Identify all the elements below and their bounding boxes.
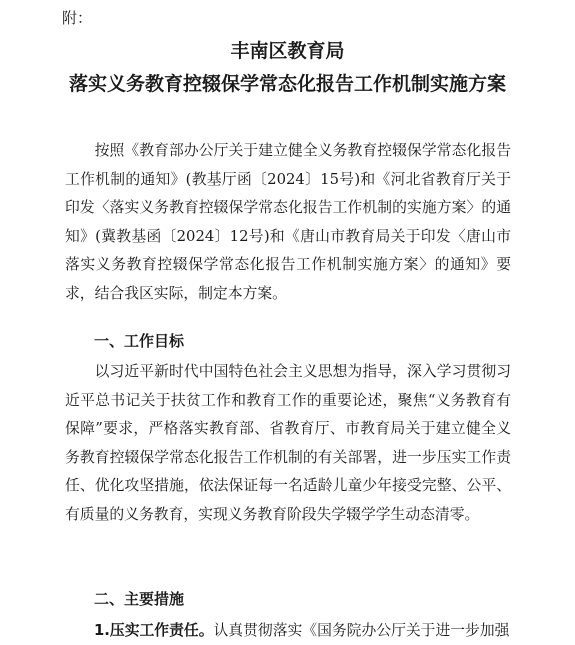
- document-title-issuer: 丰南区教育局: [230, 40, 345, 62]
- goals-paragraph: 以习近平新时代中国特色社会主义思想为指导，深入学习贯彻习近平总书记关于扶贫工作和教育工作的重要论述，聚焦“义务教育有保障”要求，严格落实教育部、省教育厅、市教育局关于建立健全义务教育控辍保学常态化报告工作机制的有关部署，进一步压实工作责任、优化攻坚措施，依法保证每一名适龄儿童少年接受完整、公平、有质量的义务教育，实现义务教育阶段失学辍学学生动态清零。: [65, 363, 511, 523]
- measure-item-1: [94, 617, 514, 645]
- annex-label: 附：: [62, 9, 93, 27]
- section-heading-measures: 二、主要措施: [94, 590, 185, 608]
- section-heading-goals: 一、工作目标: [94, 332, 185, 350]
- document-title: 落实义务教育控辍保学常态化报告工作机制实施方案: [68, 73, 506, 95]
- measure-item-1-lead: 1.压实工作责任。: [94, 622, 214, 639]
- measure-item-1-text: 认真贯彻落实《国务院办公厅关于进一步加强: [213, 622, 510, 639]
- intro-paragraph: 按照《教育部办公厅关于建立健全义务教育控辍保学常态化报告工作机制的通知》(教基厅函〔2024〕15号)和《河北省教育厅关于印发〈落实义务教育控辍保学常态化报告工作机制的实施方案〉的通知》(冀教基函〔2024〕12号)和《唐山市教育局关于印发〈唐山市落实义务教育控辍保学常态化报告工作机制实施方案〉的通知》要求，结合我区实际，制定本方案。: [65, 142, 511, 302]
